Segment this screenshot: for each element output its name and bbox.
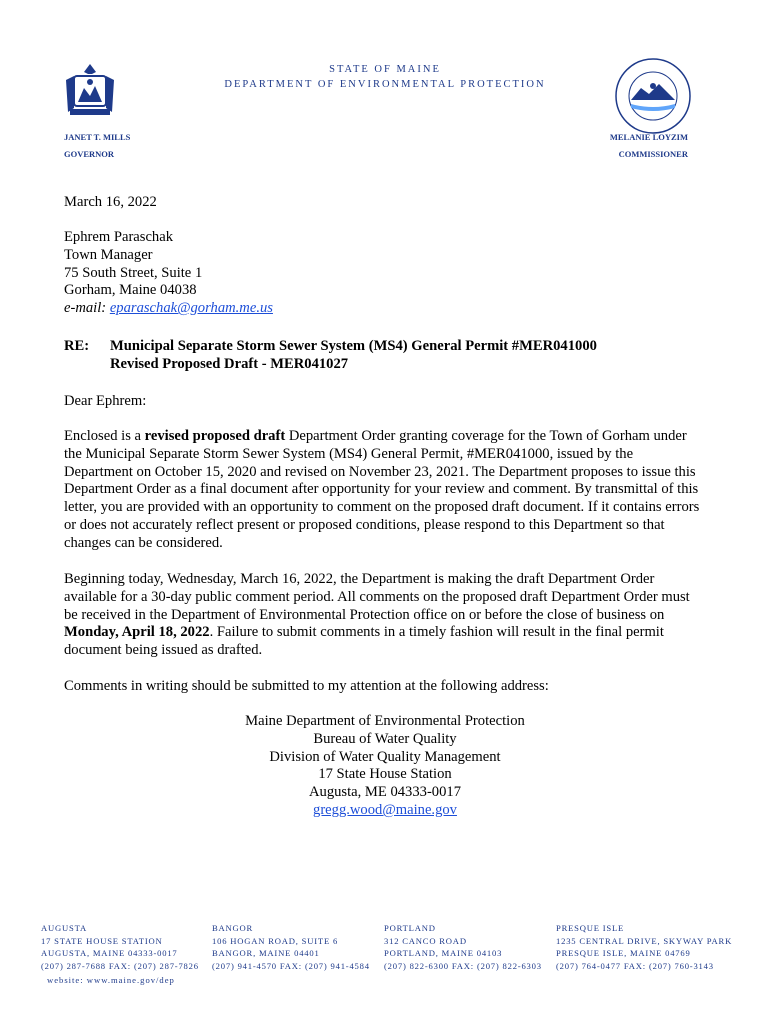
para2-text-a: Beginning today, Wednesday, March 16, 2022, the Department is making the draft Department Order available for a 30-day public comment period. All comments on the proposed draft Department Order must be received in the Department of Environmental Protection office on or before the close of business on bbox=[64, 571, 690, 623]
letter-date: March 16, 2022 bbox=[64, 194, 157, 210]
return-address bbox=[200, 713, 570, 820]
recipient-name: Ephrem Paraschak bbox=[64, 229, 174, 245]
return-address-line4: 17 State House Station bbox=[318, 766, 452, 783]
footer-website: website: www.maine.gov/dep bbox=[47, 975, 175, 985]
office-phone: (207) 287-7688 FAX: (207) 287-7826 bbox=[41, 960, 199, 971]
return-address-line5: Augusta, ME 04333-0017 bbox=[308, 784, 461, 801]
recipient-city: Gorham, Maine 04038 bbox=[64, 282, 197, 299]
office-street: 312 CANCO ROAD bbox=[384, 935, 467, 946]
recipient-street: 75 South Street, Suite 1 bbox=[64, 264, 203, 281]
para1-text-a: Enclosed is a bbox=[64, 428, 145, 444]
office-phone: (207) 941-4570 FAX: (207) 941-4584 bbox=[212, 960, 370, 971]
office-city: PRESQUE ISLE bbox=[556, 923, 625, 933]
recipient-email-line bbox=[64, 300, 704, 318]
recipient-email-link[interactable]: eparaschak@gorham.me.us bbox=[109, 300, 273, 317]
re-subject-line1: Municipal Separate Storm Sewer System (MS4) General Permit #MER041000 bbox=[110, 338, 597, 354]
office-phone: (207) 822-6300 FAX: (207) 822-6303 bbox=[384, 960, 542, 971]
office-street: 1235 CENTRAL DRIVE, SKYWAY PARK bbox=[556, 935, 733, 946]
commissioner-title: COMMISSIONER bbox=[618, 149, 688, 159]
governor-title: GOVERNOR bbox=[64, 149, 115, 159]
para1-bold: revised proposed draft bbox=[144, 428, 286, 444]
commissioner-name: MELANIE LOYZIM bbox=[609, 132, 688, 142]
return-email-link[interactable]: gregg.wood@maine.gov bbox=[313, 801, 457, 818]
department-heading: DEPARTMENT OF ENVIRONMENTAL PROTECTION bbox=[224, 79, 546, 90]
paragraph-2 bbox=[64, 571, 704, 660]
para2-bold-date: Monday, April 18, 2022 bbox=[64, 624, 210, 641]
office-street: 17 STATE HOUSE STATION bbox=[41, 935, 163, 946]
para2-text-b: . Failure to submit comments in a timely fashion will result in the final permit document being issued as drafted. bbox=[64, 624, 664, 659]
salutation: Dear Ephrem: bbox=[64, 393, 147, 409]
footer-office-portland bbox=[384, 922, 559, 972]
return-address-line3: Division of Water Quality Management bbox=[269, 748, 501, 765]
paragraph-3: Comments in writing should be submitted to my attention at the following address: bbox=[64, 678, 549, 694]
re-subject-line2: Revised Proposed Draft - MER041027 bbox=[110, 355, 349, 372]
paragraph-1 bbox=[64, 428, 704, 553]
office-city: PORTLAND bbox=[384, 923, 436, 933]
office-citystate: PORTLAND, MAINE 04103 bbox=[384, 948, 503, 958]
office-phone: (207) 764-0477 FAX: (207) 760-3143 bbox=[556, 960, 714, 971]
office-citystate: PRESQUE ISLE, MAINE 04769 bbox=[556, 948, 691, 958]
office-city: BANGOR bbox=[212, 923, 254, 933]
return-address-line1: Maine Department of Environmental Protection bbox=[245, 713, 525, 729]
maine-state-seal-logo bbox=[62, 62, 118, 120]
governor-name: JANET T. MILLS bbox=[64, 132, 131, 142]
footer-office-augusta bbox=[41, 922, 216, 972]
email-label: e-mail: bbox=[64, 300, 107, 317]
office-citystate: BANGOR, MAINE 04401 bbox=[212, 948, 320, 958]
re-label: RE: bbox=[64, 338, 90, 354]
footer-office-presque-isle bbox=[556, 922, 746, 972]
recipient-address bbox=[64, 229, 704, 318]
state-heading: STATE OF MAINE bbox=[329, 64, 441, 75]
office-citystate: AUGUSTA, MAINE 04333-0017 bbox=[41, 948, 178, 958]
return-address-line2: Bureau of Water Quality bbox=[313, 730, 457, 747]
re-subject bbox=[110, 338, 597, 374]
para1-text-b: Department Order granting coverage for the Town of Gorham under the Municipal Separate Storm Sewer System (MS4) General Permit, #MER041000, issued by the Department on October 15, 2020 and revised on November 23, 2021. The Department proposes to issue this Department Order as a final document after opportunity for your review and comment. By transmittal of this letter, you are provided with an opportunity to comment on the proposed draft document. If it contains errors or does not accurately reflect present or proposed conditions, please respond to this Department so that changes can be considered. bbox=[64, 428, 700, 551]
office-street: 106 HOGAN ROAD, SUITE 6 bbox=[212, 935, 339, 946]
office-city: AUGUSTA bbox=[41, 923, 87, 933]
recipient-title: Town Manager bbox=[64, 246, 153, 263]
dep-seal-logo bbox=[613, 56, 693, 136]
footer-office-bangor bbox=[212, 922, 387, 972]
